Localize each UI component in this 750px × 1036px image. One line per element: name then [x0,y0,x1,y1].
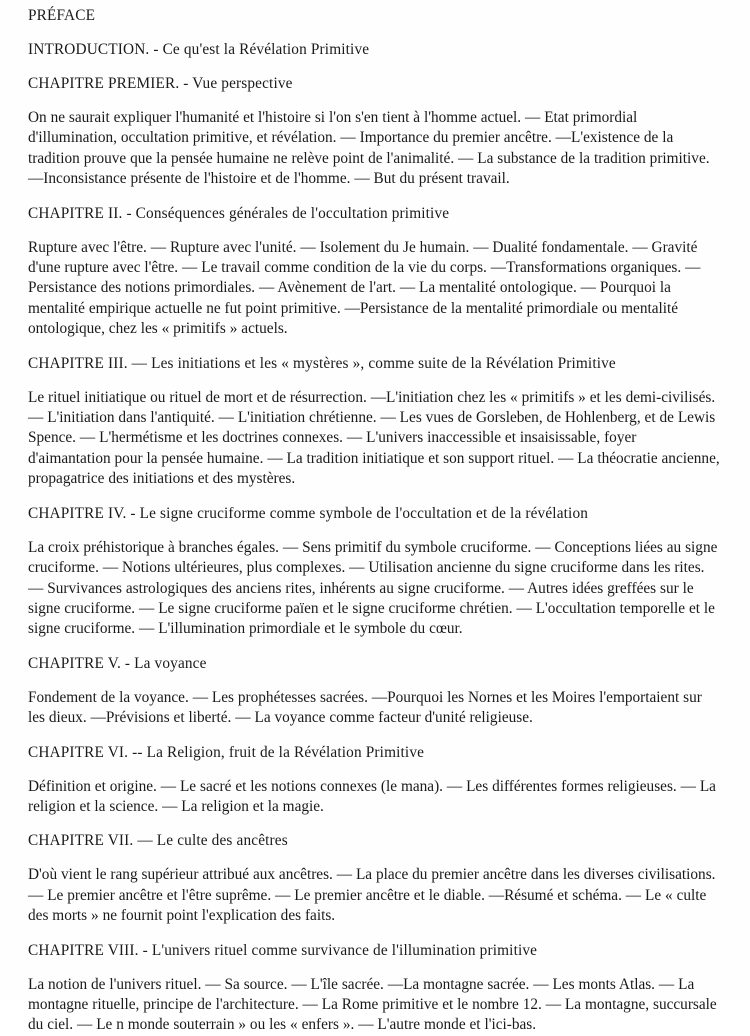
chapitre-viii-summary: La notion de l'univers rituel. — Sa source. — L'île sacrée. —La montagne sacrée. — Les monts Atlas. — La montagne rituelle, principe de l'architecture. — La Rome primitive et le nombre 12. — La montagne, succursale du ciel. — Le n monde souterrain » ou les « enfers ». — L'autre monde et l'ici-bas. [28,975,717,1034]
table-of-contents [28,6,722,1036]
chapitre-v-summary: Fondement de la voyance. — Les prophétesses sacrées. —Pourquoi les Nornes et les Moires l'emportaient sur les dieux. —Prévisions et liberté. — La voyance comme facteur d'unité religieuse. [28,688,702,727]
chapitre-premier-summary: On ne saurait expliquer l'humanité et l'histoire si l'on s'en tient à l'homme actuel. — Etat primordial d'illumination, occultation primitive, et révélation. — Importance du premier ancêtre. —L'existence de la tradition prouve que la pensée humaine ne relève point de l'animalité. — La substance de la tradition primitive. —Inconsistance présente de l'histoire et de l'homme. — But du présent travail. [28,109,710,188]
chapitre-iv-heading: CHAPITRE IV. - Le signe cruciforme comme symbole de l'occultation et de la révélation [28,504,589,522]
chapitre-ii-heading: CHAPITRE II. - Conséquences générales de l'occultation primitive [28,204,450,222]
preface-heading: PRÉFACE [28,7,96,24]
chapitre-viii-heading: CHAPITRE VIII. - L'univers rituel comme survivance de l'illumination primitive [28,941,538,959]
chapitre-premier-heading: CHAPITRE PREMIER. - Vue perspective [28,75,293,92]
chapitre-vi-summary: Définition et origine. — Le sacré et les notions connexes (le mana). — Les différentes formes religieuses. — La religion et la science. — La religion et la magie. [28,777,716,815]
chapitre-vii-summary: D'où vient le rang supérieur attribué aux ancêtres. — La place du premier ancêtre dans les diverses civilisations. — Le premier ancêtre et l'être suprême. — Le premier ancêtre et le diable. —Résumé et schéma. — Le « culte des morts » ne fournit point l'explication des faits. [28,866,716,925]
chapitre-vii-heading: CHAPITRE VII. — Le culte des ancêtres [28,832,288,850]
chapitre-iv-summary: La croix préhistorique à branches égales. — Sens primitif du symbole cruciforme. — Conceptions liées au signe cruciforme. — Notions ultérieures, plus complexes. — Utilisation ancienne du signe cruciforme dans les rites. — Survivances astrologiques des anciens rites, inhérents au signe cruciforme. — Autres idées greffées sur le signe cruciforme. — Le signe cruciforme païen et le signe cruciforme chrétien. — L'occultation temporelle et le signe cruciforme. — L'illumination primordiale et le symbole du cœur. [28,538,718,638]
introduction-heading: INTRODUCTION. - Ce qu'est la Révélation Primitive [28,41,370,58]
chapitre-iii-summary: Le rituel initiatique ou rituel de mort et de résurrection. —L'initiation chez les « primitifs » et les demi-civilisés. — L'initiation dans l'antiquité. — L'initiation chrétienne. — Les vues de Gorsleben, de Hohlenberg, et de Lewis Spence. — L'hermétisme et les doctrines connexes. — L'univers inaccessible et insaisissable, foyer d'aimantation pour la pensée humaine. — La tradition initiatique et son support rituel. — La théocratie ancienne, propagatrice des initiations et des mystères. [28,388,720,488]
chapitre-vi-heading: CHAPITRE VI. -- La Religion, fruit de la Révélation Primitive [28,743,425,761]
chapitre-ii-summary: Rupture avec l'être. — Rupture avec l'unité. — Isolement du Je humain. — Dualité fondamentale. — Gravité d'une rupture avec l'être. — Le travail comme condition de la vie du corps. —Transformations organiques. — Persistance des notions primordiales. — Avènement de l'art. — La mentalité ontologique. — Pourquoi la mentalité empirique actuelle ne fut point primitive. —Persistance de la mentalité primordiale ou mentalité ontologique, chez les « primitifs » actuels. [28,238,701,338]
chapitre-iii-heading: CHAPITRE III. — Les initiations et les « mystères », comme suite de la Révélation Primitive [28,354,616,372]
chapitre-v-heading: CHAPITRE V. - La voyance [28,654,207,672]
